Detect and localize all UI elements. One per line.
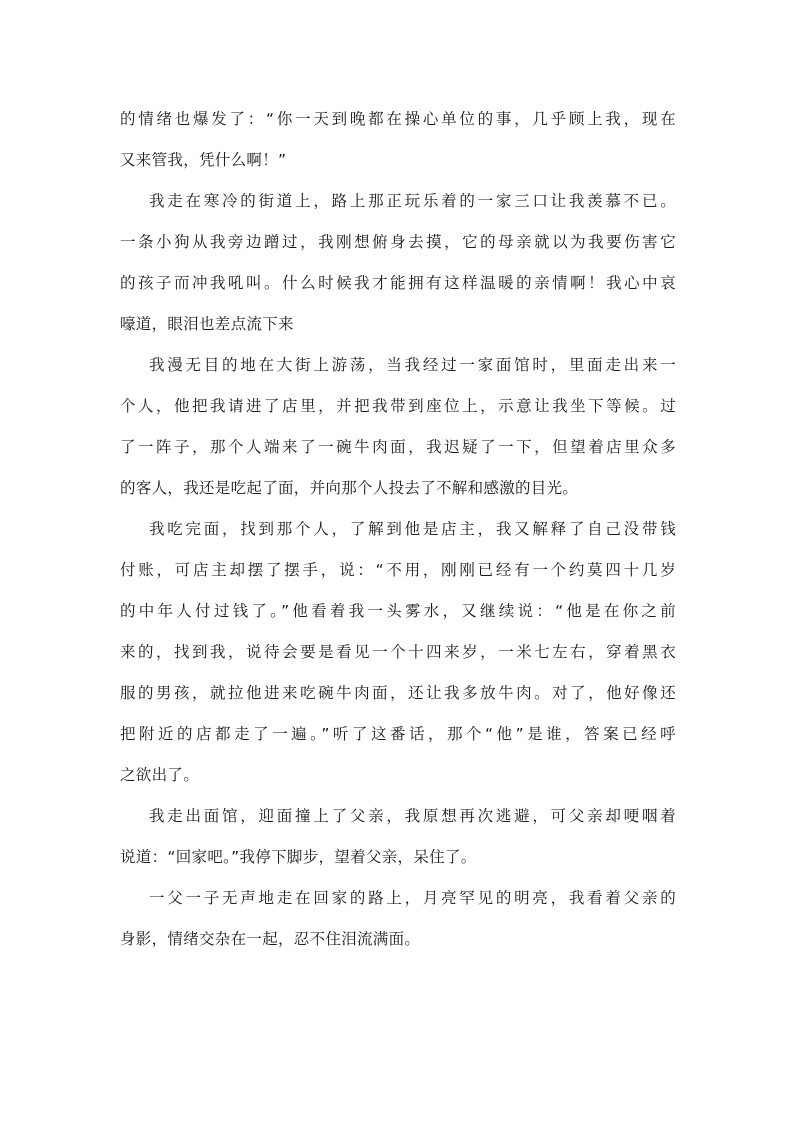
paragraph-5 xyxy=(120,796,676,878)
body-text xyxy=(120,99,676,960)
text-line: 个人，他把我请进了店里，并把我带到座位上，示意让我坐下等候。过 xyxy=(120,397,676,415)
text-line: 服的男孩，就拉他进来吃碗牛肉面，还让我多放牛肉。对了，他好像还 xyxy=(120,684,676,702)
paragraph-2 xyxy=(120,181,676,345)
text-line: 我漫无目的地在大街上游荡，当我经过一家面馆时，里面走出来一 xyxy=(149,356,676,374)
paragraph-4 xyxy=(120,509,676,796)
text-line: 的客人，我还是吃起了面，并向那个人投去了不解和感激的目光。 xyxy=(120,479,579,497)
text-line: 说道：“回家吧。”我停下脚步，望着父亲，呆住了。 xyxy=(120,848,477,866)
text-line: 一父一子无声地走在回家的路上，月亮罕见的明亮，我看着父亲的 xyxy=(149,889,676,907)
text-line: 的中年人付过钱了。”他看着我一头雾水，又继续说：“他是在你之前 xyxy=(120,602,676,620)
paragraph-3 xyxy=(120,345,676,509)
text-line: 了一阵子，那个人端来了一碗牛肉面，我迟疑了一下，但望着店里众多 xyxy=(120,438,676,456)
text-line: 把附近的店都走了一遍。”听了这番话，那个“他”是谁，答案已经呼 xyxy=(120,725,676,743)
text-line: 又来管我，凭什么啊！” xyxy=(120,151,287,169)
text-line: 嚎道，眼泪也差点流下来 xyxy=(120,315,294,333)
paragraph-1 xyxy=(120,99,676,181)
text-line: 的情绪也爆发了：“你一天到晚都在操心单位的事，几乎顾上我，现在 xyxy=(120,110,676,128)
text-line: 来的，找到我，说待会要是看见一个十四来岁，一米七左右，穿着黑衣 xyxy=(120,643,676,661)
text-line: 之欲出了。 xyxy=(120,766,200,784)
text-line: 我走在寒冷的街道上，路上那正玩乐着的一家三口让我羡慕不已。 xyxy=(149,192,676,210)
text-line: 付账，可店主却摆了摆手，说：“不用，刚刚已经有一个约莫四十几岁 xyxy=(120,561,676,579)
paragraph-6 xyxy=(120,878,676,960)
text-line: 的孩子而冲我吼叫。什么时候我才能拥有这样温暖的亲情啊！我心中哀 xyxy=(120,274,676,292)
text-line: 我走出面馆，迎面撞上了父亲，我原想再次逃避，可父亲却哽咽着 xyxy=(149,807,676,825)
text-line: 一条小狗从我旁边蹭过，我刚想俯身去摸，它的母亲就以为我要伤害它 xyxy=(120,233,676,251)
text-line: 身影，情绪交杂在一起，忍不住泪流满面。 xyxy=(120,930,421,948)
text-line: 我吃完面，找到那个人，了解到他是店主，我又解释了自己没带钱 xyxy=(149,520,676,538)
